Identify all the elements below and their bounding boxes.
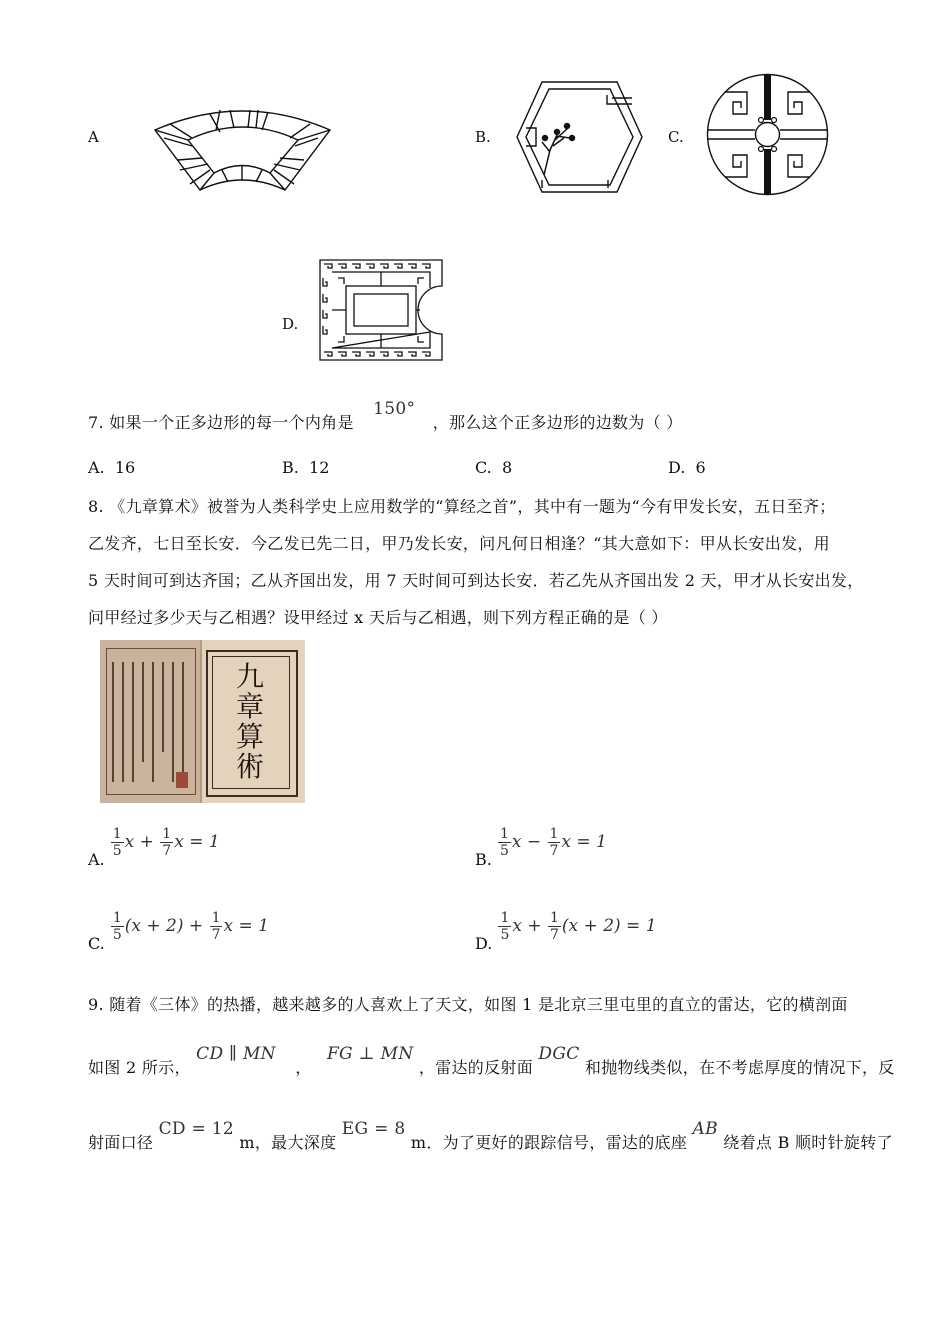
q7-prefix: 7. 如果一个正多边形的每一个内角是 bbox=[88, 413, 354, 432]
fan-window-figure bbox=[150, 100, 335, 195]
q9-expr-dgc: DGC bbox=[538, 1044, 580, 1064]
option-b-label: B. bbox=[475, 128, 491, 146]
q7-option-c: C. 8 bbox=[475, 458, 513, 477]
q7-stem bbox=[88, 399, 683, 433]
book-photo bbox=[100, 640, 305, 803]
q9-expr-cd-12: CD = 12 bbox=[158, 1119, 235, 1139]
square-window-figure bbox=[318, 258, 444, 362]
q9-expr-eg-8: EG = 8 bbox=[341, 1119, 406, 1139]
book-title: 九章算術 bbox=[235, 660, 264, 783]
q8-option-d-expr: $\frac{1}{5}$ x + $\frac{1}{7}$ (x + 2) = 1 bbox=[500, 910, 657, 943]
q7-angle: 150° bbox=[373, 399, 416, 419]
q8-option-b: B. $\frac{1}{5}$ x − $\frac{1}{7}$ x = 1 bbox=[475, 826, 607, 869]
q7-option-d: D. 6 bbox=[668, 458, 706, 477]
q8-option-c-expr: $\frac{1}{5}$ (x + 2) + $\frac{1}{7}$ x = 1 bbox=[112, 910, 269, 943]
q9-expr-cd-parallel-mn: CD ∥ MN bbox=[196, 1044, 276, 1064]
option-d-label: D. bbox=[282, 315, 299, 333]
q7-option-a: A. 16 bbox=[88, 458, 136, 477]
q8-option-a: A. $\frac{1}{5}$ x + $\frac{1}{7}$ x = 1 bbox=[88, 826, 220, 869]
round-window-figure bbox=[705, 72, 830, 197]
q8-line-3: 5 天时间可到达齐国；乙从齐国出发，用 7 天时间可到达长安．若乙先从齐国出发 2 天，甲才从长安出发， bbox=[88, 571, 864, 590]
q8-option-a-expr: $\frac{1}{5}$ x + $\frac{1}{7}$ x = 1 bbox=[112, 826, 220, 859]
q8-line-2: 乙发齐，七日至长安．今乙发已先二日，甲乃发长安，问凡何日相逢？“其大意如下：甲从长安出发，用 bbox=[88, 534, 830, 553]
q7-option-b: B. 12 bbox=[282, 458, 330, 477]
option-c-label: C. bbox=[668, 128, 684, 146]
q7-suffix: ，那么这个正多边形的边数为（ ） bbox=[432, 413, 683, 432]
q9-line-1: 9. 随着《三体》的热播，越来越多的人喜欢上了天文，如图 1 是北京三里屯里的直立的雷达，它的横剖面 bbox=[88, 995, 848, 1014]
q8-line-1: 8. 《九章算术》被誉为人类科学史上应用数学的“算经之首”，其中有一题为“今有甲发长安，五日至齐； bbox=[88, 497, 836, 516]
book-left-page bbox=[100, 640, 200, 803]
book-right-page bbox=[202, 640, 305, 803]
q8-option-d: D. $\frac{1}{5}$ x + $\frac{1}{7}$ (x + 2) = 1 bbox=[475, 910, 657, 953]
q8-option-b-expr: $\frac{1}{5}$ x − $\frac{1}{7}$ x = 1 bbox=[499, 826, 607, 859]
q9-line-2: 如图 2 所示， CD ∥ MN ， FG ⊥ MN ，雷达的反射面 DGC 和抛物线类似，在不考虑厚度的情况下，反 bbox=[88, 1044, 895, 1077]
q9-expr-ab: AB bbox=[692, 1119, 718, 1139]
q9-expr-fg-perp-mn: FG ⊥ MN bbox=[326, 1044, 414, 1064]
option-a-label: A bbox=[88, 128, 99, 146]
q9-line-3: 射面口径 CD = 12 m，最大深度 EG = 8 m．为了更好的跟踪信号，雷达的底座 AB 绕着点 B 顺时针旋转了 bbox=[88, 1119, 893, 1152]
hexagon-window-figure bbox=[512, 80, 647, 195]
q8-line-4: 问甲经过多少天与乙相遇？设甲经过 x 天后与乙相遇，则下列方程正确的是（ ） bbox=[88, 608, 668, 627]
q8-option-c: C. $\frac{1}{5}$ (x + 2) + $\frac{1}{7}$ x = 1 bbox=[88, 910, 269, 953]
